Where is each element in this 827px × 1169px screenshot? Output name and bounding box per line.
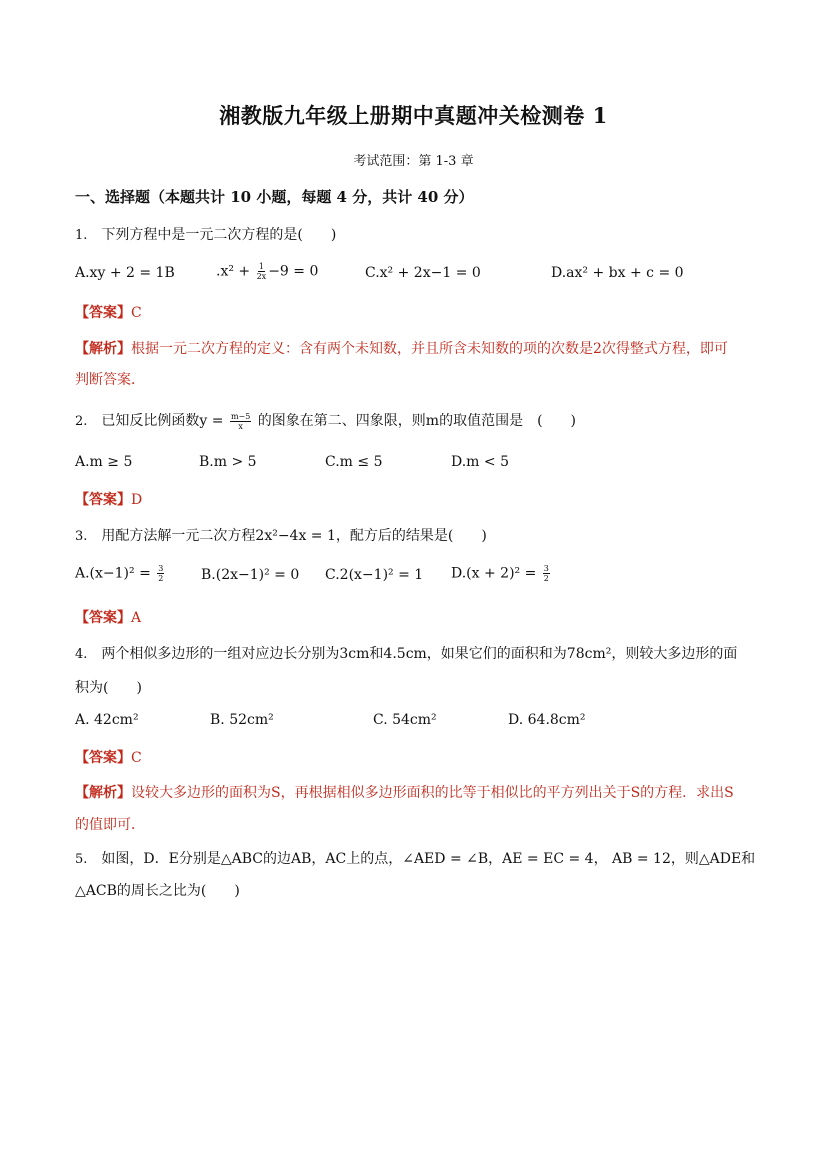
q1-analysis-line-2: 判断答案． (75, 372, 145, 388)
question-number: 4. (75, 647, 88, 662)
q2-option-d: D.m < 5 (451, 454, 509, 470)
section-heading: 一、选择题（本题共计 10 小题，每题 4 分，共计 40 分） (75, 188, 474, 206)
answer-value: C (131, 305, 142, 321)
question-2: 2. 已知反比例函数y = $\frac{m-5}{x}$ 的图象在第二、四象限，则m的取值范围是 ( ) (75, 411, 576, 431)
question-1 (75, 224, 336, 244)
answer-value: A (131, 610, 142, 626)
q1-option-d: D.ax² + bx + c = 0 (551, 265, 684, 281)
q4-analysis: 【解析】设较大多边形的面积为S，再根据相似多边形面积的比等于相似比的平方列出关于S的方程．求出S (75, 785, 734, 801)
analysis-tag: 【解析】 (75, 785, 131, 801)
question-5-line-2: △ACB的周长之比为( ) (75, 883, 240, 899)
answer-tag: 【答案】 (75, 750, 131, 766)
question-4-line-2: 积为( ) (75, 680, 142, 696)
q2-option-a: A.m ≥ 5 (75, 454, 133, 470)
fraction: $\frac{3}{2}$ (543, 564, 549, 583)
q1-option-c: C.x² + 2x−1 = 0 (365, 265, 481, 281)
q3-option-b: B.(2x−1)² = 0 (201, 567, 300, 583)
question-4 (75, 643, 737, 663)
q1-option-b: .x² + $\frac{1}{2x}$ −9 = 0 (216, 262, 319, 281)
question-number: 5. (75, 852, 88, 867)
analysis-tag: 【解析】 (75, 341, 131, 357)
q4-option-b: B. 52cm² (210, 712, 274, 728)
q3-answer (75, 607, 141, 627)
q4-option-a: A. 42cm² (75, 712, 139, 728)
q2-answer (75, 489, 142, 509)
q2-option-b: B.m > 5 (199, 454, 257, 470)
question-text: 下列方程中是一元二次方程的是( ) (101, 227, 337, 243)
question-text: 如图，D．E分别是△ABC的边AB，AC上的点，∠AED = ∠B，AE = EC = 4， AB = 12，则△ADE和 (101, 851, 756, 867)
question-text: 用配方法解一元二次方程2x²−4x = 1，配方后的结果是( ) (101, 528, 487, 544)
q3-option-c: C.2(x−1)² = 1 (325, 567, 424, 583)
q1-analysis: 【解析】根据一元二次方程的定义：含有两个未知数，并且所含未知数的项的次数是2次得整式方程，即可 (75, 341, 728, 357)
fraction: $\frac{3}{2}$ (158, 564, 164, 583)
answer-tag: 【答案】 (75, 610, 131, 626)
q1-answer (75, 302, 142, 322)
exam-scope: 考试范围：第 1-3 章 (353, 154, 474, 169)
fraction: $\frac{1}{2x}$ (256, 262, 267, 281)
q4-option-c: C. 54cm² (373, 712, 437, 728)
question-number: 1. (75, 228, 88, 243)
q4-answer (75, 747, 142, 767)
question-5 (75, 848, 755, 868)
q3-option-d: D.(x + 2)² = $\frac{3}{2}$ (451, 564, 549, 583)
fraction: $\frac{m-5}{x}$ (230, 411, 251, 431)
page-title: 湘教版九年级上册期中真题冲关检测卷 1 (219, 103, 608, 128)
question-number: 3. (75, 529, 88, 544)
answer-value: C (131, 750, 142, 766)
question-3 (75, 525, 487, 545)
q3-option-a: A.(x−1)² = $\frac{3}{2}$ (75, 564, 164, 583)
q2-option-c: C.m ≤ 5 (325, 454, 383, 470)
q4-option-d: D. 64.8cm² (508, 712, 586, 728)
answer-tag: 【答案】 (75, 492, 131, 508)
q1-option-a: A.xy + 2 = 1B (75, 265, 175, 281)
question-number: 2. (75, 414, 88, 429)
question-text: 两个相似多边形的一组对应边长分别为3cm和4.5cm，如果它们的面积和为78cm²，则较大多边形的面 (101, 646, 738, 662)
q4-analysis-line-2: 的值即可． (75, 817, 145, 833)
answer-value: D (131, 492, 143, 508)
answer-tag: 【答案】 (75, 305, 131, 321)
